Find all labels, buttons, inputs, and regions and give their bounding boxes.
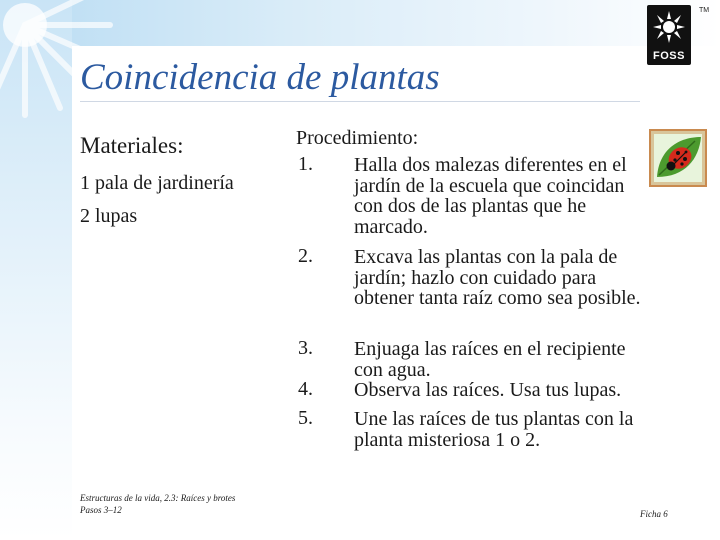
step-text: Excava las plantas con la pala de jardín; hazlo con cuidado para obtener tanta raíz como sea posible. [354,246,641,309]
page-title: Coincidencia de plantas [80,57,440,98]
step-number: 1. [298,153,313,175]
step-number: 4. [298,378,313,400]
step-text: Une las raíces de tus plantas con la planta misteriosa 1 o 2. [354,408,634,451]
footer-source [80,492,235,516]
footer-source-line: Estructuras de la vida, 2.3: Raíces y brotes [80,493,236,503]
procedure-heading: Procedimiento: [296,127,419,149]
materials-heading: Materiales: [80,133,184,158]
material-item: 2 lupas [80,205,138,227]
step-number: 2. [298,245,313,267]
ladybug-on-leaf-icon [649,129,707,187]
step-number: 3. [298,337,313,359]
material-item: 1 pala de jardinería [80,172,234,194]
trademark-mark: TM [699,7,710,14]
footer-page-label: Ficha 6 [640,509,668,519]
step-number: 5. [298,407,313,429]
step-text: Observa las raíces. Usa tus lupas. [354,379,622,401]
title-divider [80,101,640,102]
step-text: Halla dos malezas diferentes en el jardín de la escuela que coincidan con dos de las plantas que he marcado. [354,154,627,238]
footer-source-line: Pasos 3–12 [80,505,122,515]
foss-logo-icon [647,5,691,65]
step-text: Enjuaga las raíces en el recipiente con agua. [354,338,626,381]
logo-brand-text: FOSS [653,50,685,62]
